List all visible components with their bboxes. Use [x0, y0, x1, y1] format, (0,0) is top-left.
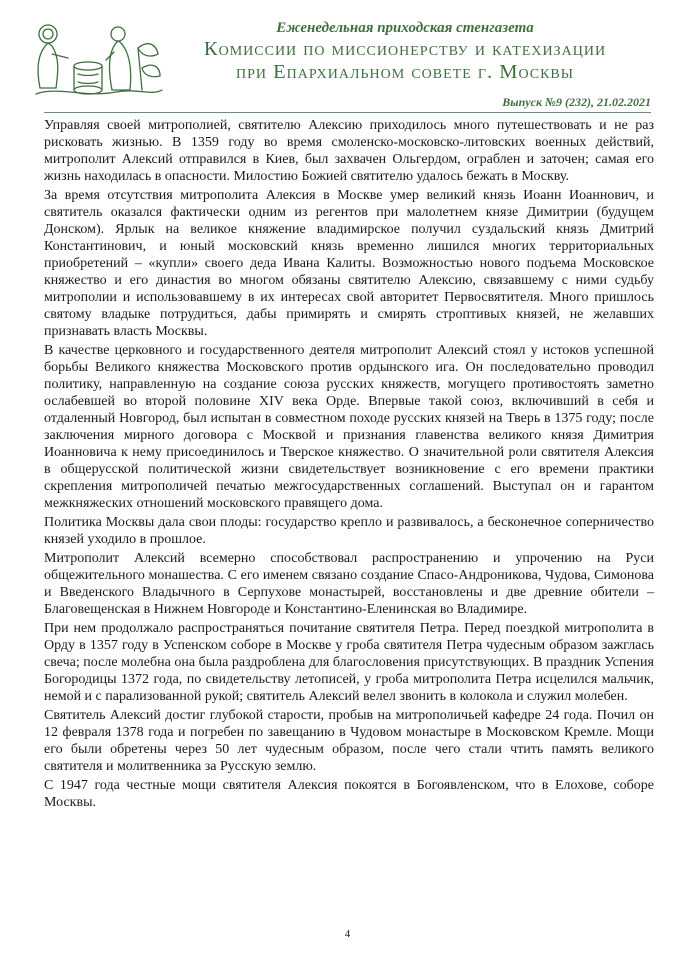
paragraph: Митрополит Алексий всемерно способствовал распространению и упрочению на Руси общежительного монашества. С его именем связано создание Спасо-Андроникова, Чудова, Симонова и Введенского Владычного в Серпухове монастырей, восстановлены и две древние обители – Благовещенская в Нижнем Новгороде и Константино-Еленинская во Владимире.: [44, 551, 654, 617]
paragraph: Святитель Алексий достиг глубокой старости, пробыв на митрополичьей кафедре 24 года. Почил он 12 февраля 1378 года и погребен по завещанию в Чудовом монастыре в Московском Кремле. Мощи его были обретены через 50 лет чудесным образом, после чего стали чтить память великого святителя и молитвенника за Русскую землю.: [44, 708, 654, 774]
masthead-title-line2: при Епархиальном совете г. Москвы: [236, 61, 574, 83]
gospel-woman-at-well-icon: [26, 18, 166, 104]
paragraph: При нем продолжало распространяться почитание святителя Петра. Перед поездкой митрополита в Орду в 1357 году в Успенском соборе в Москве у гроба святителя Петра чудесным образом зажглась свеча; после молебна она была раздроблена для благословения присутствующих. В праздник Успения Богородицы 1372 года, по свидетельству летописей, у гроба митрополита Петра исцелился мальчик, немой и с парализованной рукой; святитель Алексий велел звонить в колокола и служил молебен.: [44, 621, 654, 704]
paragraph: В качестве церковного и государственного деятеля митрополит Алексий стоял у истоков успешной борьбы Великого княжества Московского против ордынского ига. Он последовательно проводил политику, направленную на создание союза русских княжеств, могущего противостоять заметно ослабевшей во второй половине XIV века Орде. Впервые такой союз, включивший в себя и отдаленный Новгород, был испытан в совместном походе русских князей на Тверь в 1375 году; после заключения мирного договора с Москвой и признания главенства великого князя Димитрия Иоанновича к нему присоединилось и Тверское княжество. О значительной роли святителя Алексия в общерусской политической жизни свидетельствует возникновение с его времени практики скрепления митрополичей печатью межгосударственных соглашений. Выступал он и гарантом межкняжеских отношений московского правящего дома.: [44, 343, 654, 511]
paragraph: Управляя своей митрополией, святителю Алексию приходилось много путешествовать и не раз рисковать жизнью. В 1359 году во время смоленско-московско-литовских военных действий, митрополит Алексий отправился в Киев, был захвачен Ольгердом, ограблен и заточен; самая его жизнь находилась в опасности. Милостию Божией святителю удалось бежать в Москву.: [44, 118, 654, 184]
paragraph: С 1947 года честные мощи святителя Алексия покоятся в Богоявленском, что в Елохове, соборе Москвы.: [44, 778, 654, 810]
masthead-title-line1: Комиссии по миссионерству и катехизации: [203, 38, 607, 60]
article-body: [44, 117, 654, 813]
header-divider: [44, 112, 651, 113]
paragraph: За время отсутствия митрополита Алексия в Москве умер великий князь Иоанн Иоаннович, и святитель оказался фактически одним из регентов при малолетнем князе Димитрии (будущем Донском). Ярлык на великое княжение владимирское получил суздальский князь Дмитрий Константинович, и юный московский князь временно лишился многих территориальных приобретений – «купли» своего деда Ивана Калиты. Возможностью нового подъема Московское княжество и его династия во многом обязаны святителю Алексию, связавшему с ними судьбу митрополии и использовавшему в их интересах свой авторитет Первосвятителя. Много пришлось святому владыке потрудиться, дабы примирять и смирять строптивых князей, не желавших признавать власть Москвы.: [44, 188, 654, 339]
masthead-kicker: Еженедельная приходская стенгазета: [276, 20, 534, 36]
issue-info: Выпуск №9 (232), 21.02.2021: [502, 95, 651, 109]
page-number: 4: [344, 928, 351, 940]
paragraph: Политика Москвы дала свои плоды: государство крепло и развивалось, а бесконечное соперничество князей уходило в прошлое.: [44, 515, 654, 547]
masthead: [160, 18, 650, 84]
